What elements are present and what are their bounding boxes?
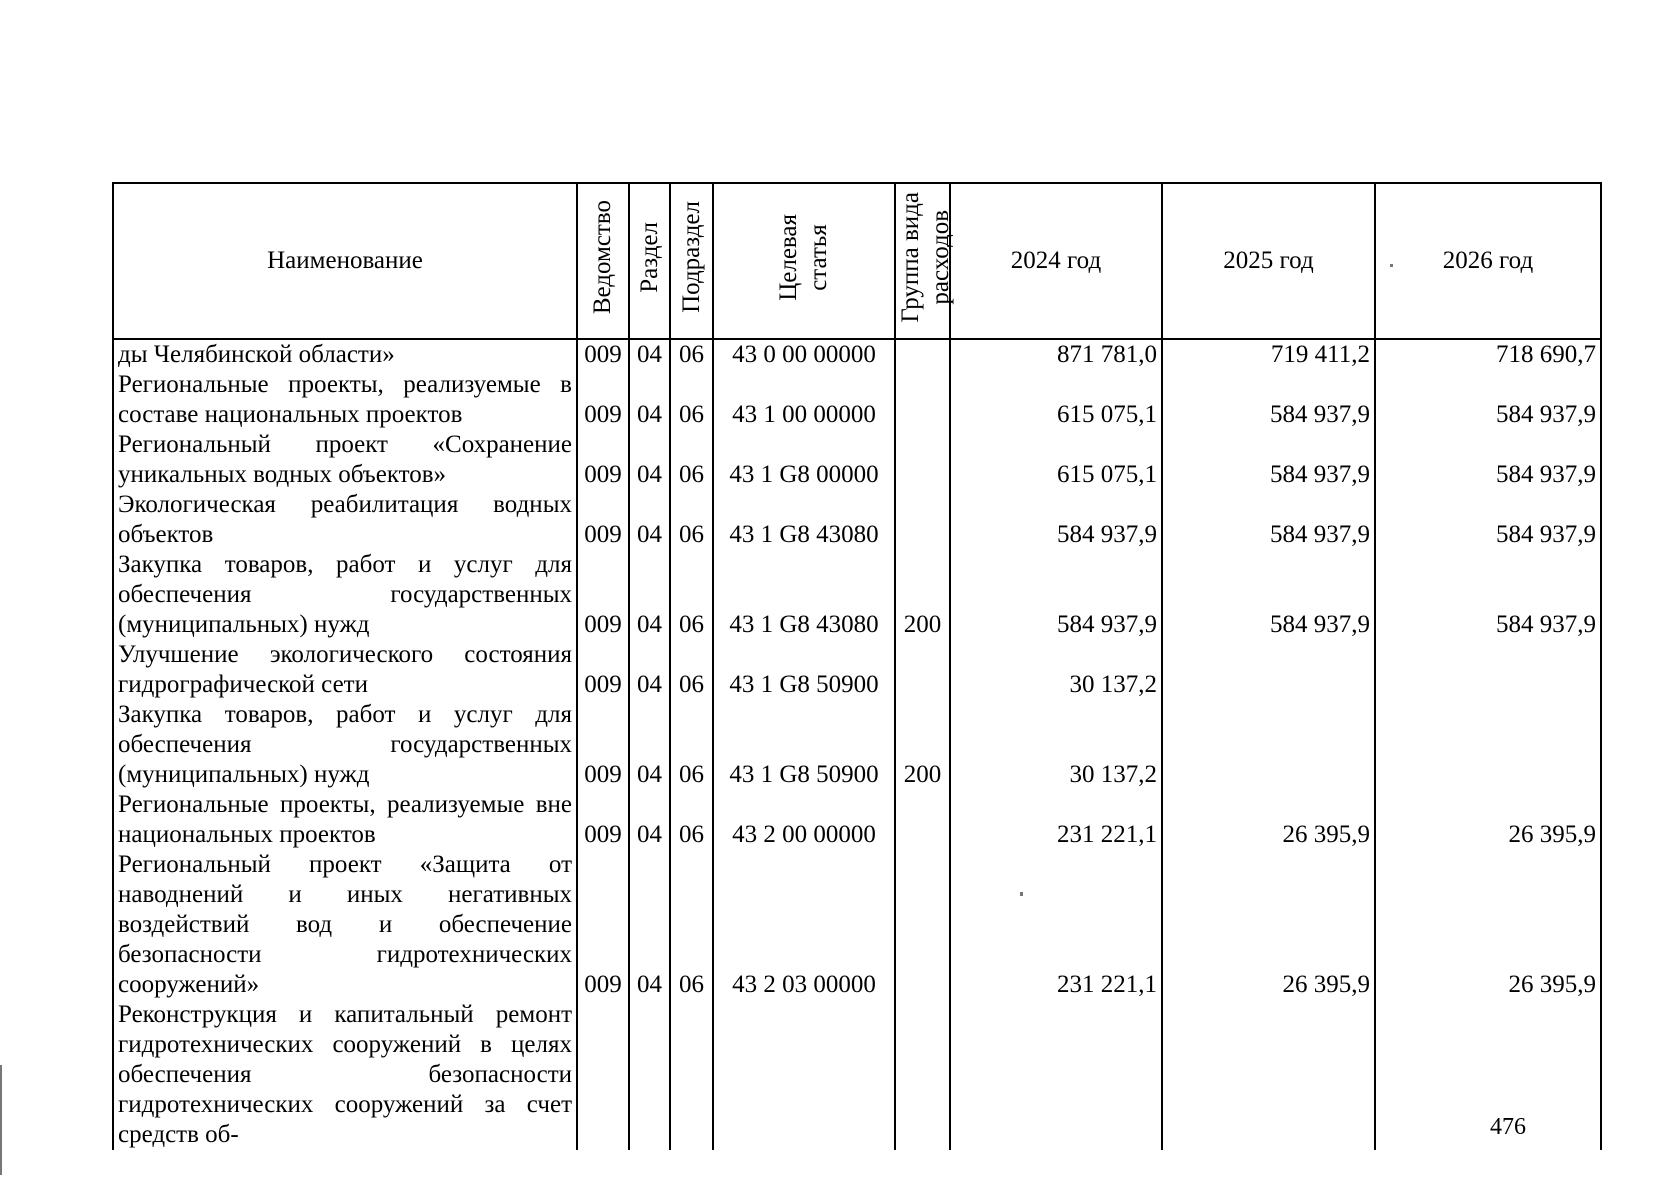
header-2025: 2025 год — [1162, 183, 1375, 339]
cell-section: 04 — [629, 430, 670, 490]
cell-name: ды Челябинской области» — [113, 339, 577, 370]
cell-section: 04 — [629, 370, 670, 430]
cell-2024: 231 221,1 — [950, 850, 1162, 1000]
table-header-row — [113, 183, 1601, 339]
table-row — [113, 640, 1601, 700]
cell-department: 009 — [577, 430, 629, 490]
cell-2024: 30 137,2 — [950, 700, 1162, 790]
cell-subsection: 06 — [670, 490, 713, 550]
cell-name: Региональные проекты, реализуемые вне национальных проектов — [113, 790, 577, 850]
table-row — [113, 430, 1601, 490]
cell-expense-group — [895, 790, 950, 850]
cell-2026: 584 937,9 — [1375, 370, 1601, 430]
cell-section: 04 — [629, 490, 670, 550]
cell-target-article: 43 1 G8 50900 — [713, 640, 895, 700]
cell-2026: 26 395,9 — [1375, 790, 1601, 850]
cell-name: Реконструкция и капитальный ремонт гидротехнических сооружений в целях обеспечения безопасности гидротехнических сооружений за счет средств об- — [113, 1000, 577, 1150]
cell-subsection — [670, 1000, 713, 1150]
cell-section — [629, 1000, 670, 1150]
cell-expense-group — [895, 339, 950, 370]
cell-name: Закупка товаров, работ и услуг для обеспечения государственных (муниципальных) нужд — [113, 550, 577, 640]
cell-name: Экологическая реабилитация водных объектов — [113, 490, 577, 550]
header-target-article: Целевая статья — [713, 183, 895, 339]
cell-expense-group — [895, 640, 950, 700]
cell-2026 — [1375, 640, 1601, 700]
scan-dust-mark — [1020, 892, 1023, 896]
cell-target-article: 43 1 G8 43080 — [713, 550, 895, 640]
cell-expense-group — [895, 850, 950, 1000]
cell-2024: 615 075,1 — [950, 430, 1162, 490]
cell-2024: 584 937,9 — [950, 550, 1162, 640]
table-row — [113, 370, 1601, 430]
cell-section: 04 — [629, 640, 670, 700]
cell-expense-group: 200 — [895, 700, 950, 790]
cell-2026: 584 937,9 — [1375, 430, 1601, 490]
cell-section: 04 — [629, 550, 670, 640]
table-row — [113, 790, 1601, 850]
table-row — [113, 339, 1601, 370]
cell-2025: 26 395,9 — [1162, 850, 1375, 1000]
cell-2026 — [1375, 700, 1601, 790]
cell-subsection: 06 — [670, 850, 713, 1000]
cell-expense-group: 200 — [895, 550, 950, 640]
cell-subsection: 06 — [670, 430, 713, 490]
cell-2026 — [1375, 1000, 1601, 1150]
cell-name: Региональные проекты, реализуемые в составе национальных проектов — [113, 370, 577, 430]
cell-target-article: 43 1 00 00000 — [713, 370, 895, 430]
cell-subsection: 06 — [670, 550, 713, 640]
cell-2025: 719 411,2 — [1162, 339, 1375, 370]
cell-2025: 26 395,9 — [1162, 790, 1375, 850]
cell-target-article: 43 1 G8 50900 — [713, 700, 895, 790]
header-name: Наименование — [113, 183, 577, 339]
cell-subsection: 06 — [670, 700, 713, 790]
cell-department: 009 — [577, 339, 629, 370]
cell-2025 — [1162, 640, 1375, 700]
table-row — [113, 550, 1601, 640]
cell-department: 009 — [577, 550, 629, 640]
cell-name: Закупка товаров, работ и услуг для обеспечения государственных (муниципальных) нужд — [113, 700, 577, 790]
table-row — [113, 490, 1601, 550]
cell-2024: 584 937,9 — [950, 490, 1162, 550]
cell-department: 009 — [577, 790, 629, 850]
cell-department — [577, 1000, 629, 1150]
cell-name: Региональный проект «Защита от наводнений и иных негативных воздействий вод и обеспечение безопасности гидротехнических сооружений» — [113, 850, 577, 1000]
header-expense-group: Группа вида расходов — [895, 183, 950, 339]
cell-subsection: 06 — [670, 370, 713, 430]
cell-target-article: 43 0 00 00000 — [713, 339, 895, 370]
cell-2025 — [1162, 1000, 1375, 1150]
cell-expense-group — [895, 1000, 950, 1150]
cell-expense-group — [895, 430, 950, 490]
page-number: 476 — [1490, 1114, 1526, 1140]
cell-section: 04 — [629, 850, 670, 1000]
cell-2024: 231 221,1 — [950, 790, 1162, 850]
cell-2025: 584 937,9 — [1162, 490, 1375, 550]
cell-expense-group — [895, 370, 950, 430]
header-section: Раздел — [629, 183, 670, 339]
cell-department: 009 — [577, 640, 629, 700]
cell-section: 04 — [629, 700, 670, 790]
cell-2024: 30 137,2 — [950, 640, 1162, 700]
cell-target-article: 43 1 G8 00000 — [713, 430, 895, 490]
cell-2025: 584 937,9 — [1162, 550, 1375, 640]
cell-name: Региональный проект «Сохранение уникальных водных объектов» — [113, 430, 577, 490]
table-row — [113, 1000, 1601, 1150]
cell-2024: 871 781,0 — [950, 339, 1162, 370]
cell-section: 04 — [629, 790, 670, 850]
cell-2026: 26 395,9 — [1375, 850, 1601, 1000]
cell-2025: 584 937,9 — [1162, 370, 1375, 430]
header-2024: 2024 год — [950, 183, 1162, 339]
cell-target-article: 43 2 00 00000 — [713, 790, 895, 850]
table-body — [113, 339, 1601, 1150]
cell-target-article — [713, 1000, 895, 1150]
budget-table — [112, 182, 1602, 1150]
cell-subsection: 06 — [670, 790, 713, 850]
header-department: Ведомство — [577, 183, 629, 339]
cell-2024 — [950, 1000, 1162, 1150]
cell-2024: 615 075,1 — [950, 370, 1162, 430]
cell-2025: 584 937,9 — [1162, 430, 1375, 490]
cell-2026: 584 937,9 — [1375, 490, 1601, 550]
scan-dust-mark — [1390, 264, 1393, 267]
cell-department: 009 — [577, 490, 629, 550]
cell-section: 04 — [629, 339, 670, 370]
cell-department: 009 — [577, 850, 629, 1000]
header-2026: 2026 год — [1375, 183, 1601, 339]
cell-subsection: 06 — [670, 640, 713, 700]
cell-target-article: 43 2 03 00000 — [713, 850, 895, 1000]
cell-2026: 718 690,7 — [1375, 339, 1601, 370]
cell-department: 009 — [577, 700, 629, 790]
scan-edge-mark — [0, 1065, 2, 1175]
header-subsection: Подраздел — [670, 183, 713, 339]
cell-target-article: 43 1 G8 43080 — [713, 490, 895, 550]
cell-2025 — [1162, 700, 1375, 790]
table-row — [113, 850, 1601, 1000]
cell-department: 009 — [577, 370, 629, 430]
cell-name: Улучшение экологического состояния гидрографической сети — [113, 640, 577, 700]
cell-subsection: 06 — [670, 339, 713, 370]
cell-expense-group — [895, 490, 950, 550]
table-row — [113, 700, 1601, 790]
cell-2026: 584 937,9 — [1375, 550, 1601, 640]
